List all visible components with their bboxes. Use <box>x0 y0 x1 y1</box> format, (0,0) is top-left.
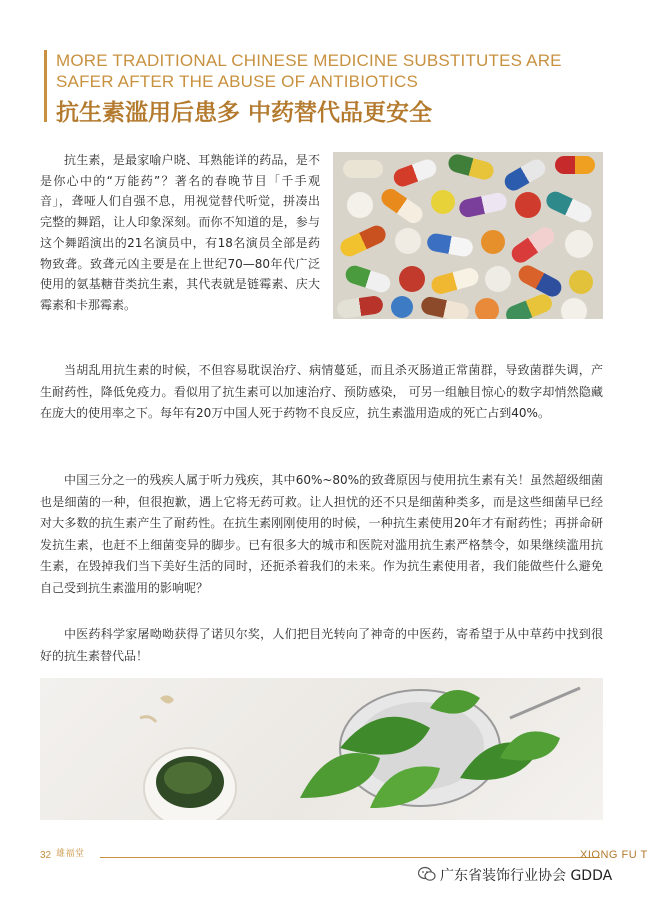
ginkgo-illustration <box>40 678 603 820</box>
wechat-icon <box>418 866 436 882</box>
title-chinese: 抗生素滥用后患多 中药替代品更安全 <box>56 100 433 126</box>
title-english: MORE TRADITIONAL CHINESE MEDICINE SUBSTITUTES ARE SAFER AFTER THE ABUSE OF ANTIBIOTICS <box>56 51 562 91</box>
paragraph-2: 当胡乱用抗生素的时候，不但容易耽误治疗、病情蔓延，而且杀灭肠道正常菌群，导致菌群失调，产生耐药性，降低免疫力。看似用了抗生素可以加速治疗、预防感染， 可另一组触目惊心的数字却悄然隐藏在庞大的使用率之下。每年有20万中国人死于药物不良反应，抗生素滥用造成的死亡占到40%。 <box>40 363 603 420</box>
brand-logo: 雄福堂 <box>56 848 85 858</box>
pills-photo <box>333 152 603 319</box>
footer-divider <box>100 857 600 858</box>
watermark-text: 广东省装饰行业协会 GDDA <box>440 868 613 884</box>
ginkgo-leaves-photo <box>40 678 603 820</box>
magazine-name: XIONG FU T <box>580 849 648 861</box>
title-accent-bar <box>44 50 47 122</box>
page-number: 32 <box>40 850 52 861</box>
paragraph-3: 中国三分之一的残疾人属于听力残疾，其中60%~80%的致聋原因与使用抗生素有关！虽然超级细菌也是细菌的一种，但很抱歉，遇上它将无药可救。让人担忧的还不只是细菌种类多，而是这些细菌早已经对大多数的抗生素产生了耐药性。在抗生素刚刚使用的时候，一种抗生素使用20年才有耐药性；再拼命研发抗生素，也赶不上细菌变异的脚步。已有很多大的城市和医院对滥用抗生素严格禁令，如果继续滥用抗生素，在毁掉我们当下美好生活的同时，还扼杀着我们的未来。作为抗生素使用者，我们能做些什么避免自己受到抗生素滥用的影响呢？ <box>40 473 603 595</box>
paragraph-4: 中医药科学家屠呦呦获得了诺贝尔奖，人们把目光转向了神奇的中医药，寄希望于从中草药中找到很好的抗生素替代品！ <box>40 627 603 663</box>
paragraph-1: 抗生素，是最家喻户晓、耳熟能详的药品，是不是你心中的“万能药”？著名的春晚节目「千手观音」，聋哑人们自强不息，用视觉替代听觉，拼凑出完整的舞蹈，让人印象深刻。而你不知道的是，参与这个舞蹈演出的21名演员中，有18名演员全部是药物致聋。致聋元凶主要是在上世纪70—80年代广泛使用的氨基糖苷类抗生素，其代表就是链霉素、庆大霉素和卡那霉素。 <box>40 153 320 312</box>
